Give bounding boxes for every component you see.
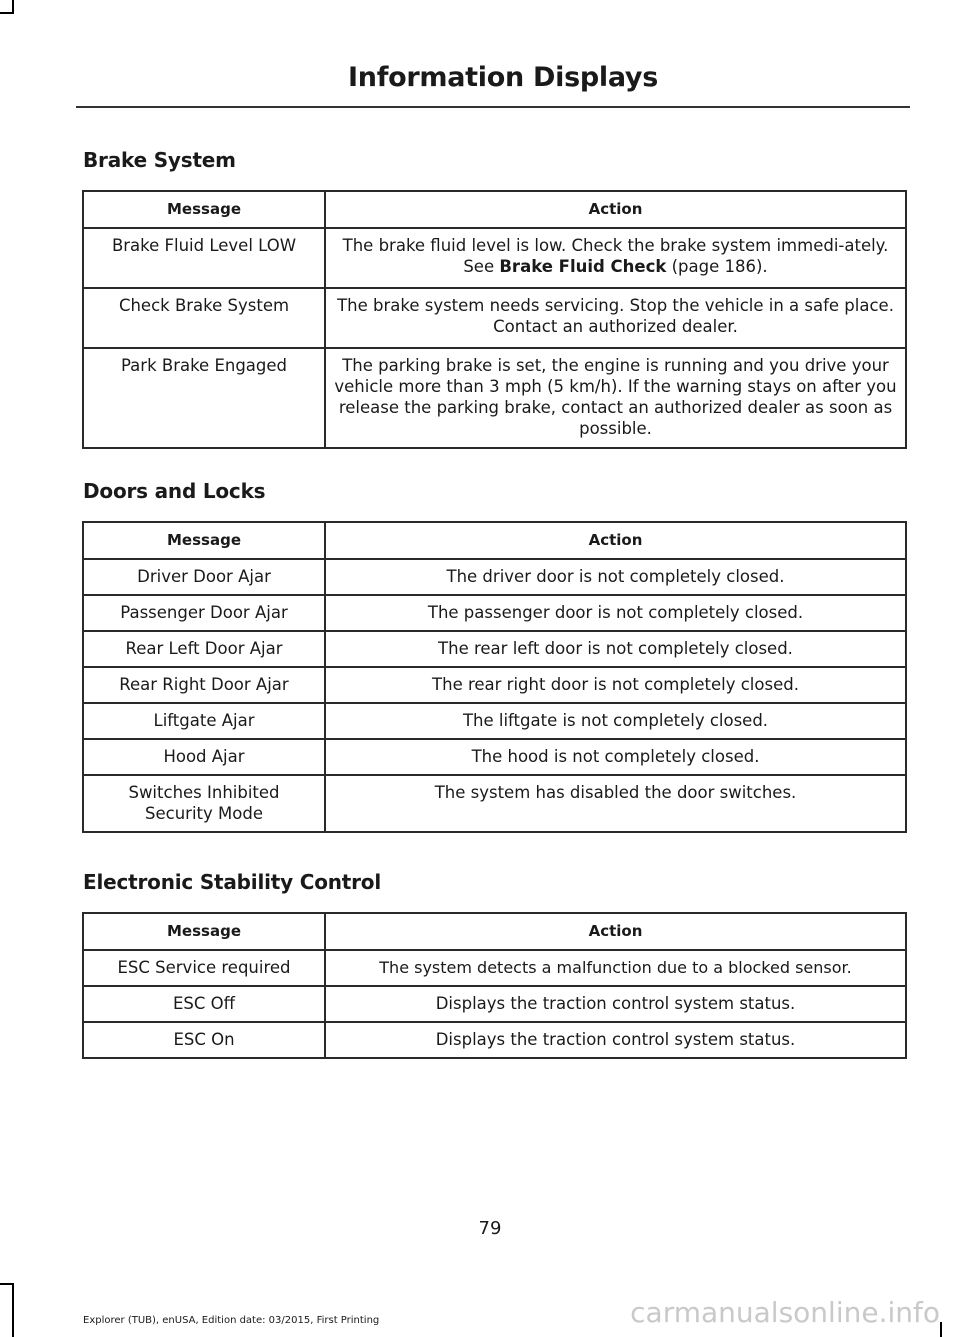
table-row xyxy=(83,348,906,448)
message-cell: Passenger Door Ajar xyxy=(83,595,325,631)
action-cell: The hood is not completely closed. xyxy=(325,739,906,775)
crop-mark-bottom-right xyxy=(940,1322,942,1337)
message-cell: Liftgate Ajar xyxy=(83,703,325,739)
message-cell: ESC Service required xyxy=(83,950,325,986)
column-header-action: Action xyxy=(325,522,906,559)
crop-mark-bottom-left-h xyxy=(0,1283,14,1285)
action-cell: The parking brake is set, the engine is running and you drive your vehicle more than 3 mph (5 km/h). If the warning stays on after you release the parking brake, contact an authorized dealer as soon as possible. xyxy=(325,348,906,448)
message-cell: Rear Right Door Ajar xyxy=(83,667,325,703)
table-row xyxy=(83,1022,906,1058)
table-row xyxy=(83,631,906,667)
column-header-message: Message xyxy=(83,522,325,559)
action-text: The brake fluid level is low. Check the brake system immedi-ately. See xyxy=(342,236,889,276)
table-header-row xyxy=(83,191,906,228)
table-row xyxy=(83,739,906,775)
action-cell: The brake system needs servicing. Stop the vehicle in a safe place. Contact an authorized dealer. xyxy=(325,288,906,348)
action-cell xyxy=(325,228,906,288)
watermark: carmanualsonline.info xyxy=(630,1296,940,1329)
action-cell: The system has disabled the door switches. xyxy=(325,775,906,832)
crop-mark-top-left-h xyxy=(0,12,14,14)
action-cell: The passenger door is not completely closed. xyxy=(325,595,906,631)
message-cell: ESC Off xyxy=(83,986,325,1022)
table-row xyxy=(83,228,906,288)
page-title: Information Displays xyxy=(348,62,658,93)
message-cell: Driver Door Ajar xyxy=(83,559,325,595)
action-cell: The rear left door is not completely closed. xyxy=(325,631,906,667)
column-header-message: Message xyxy=(83,913,325,950)
electronic-stability-control-table xyxy=(82,912,907,1059)
message-cell: Check Brake System xyxy=(83,288,325,348)
action-cell: The driver door is not completely closed. xyxy=(325,559,906,595)
page-number: 79 xyxy=(478,1218,502,1239)
action-cell: Displays the traction control system status. xyxy=(325,1022,906,1058)
footer-edition-info: Explorer (TUB), enUSA, Edition date: 03/2015, First Printing xyxy=(83,1315,380,1326)
header-divider xyxy=(76,106,910,108)
table-header-row xyxy=(83,913,906,950)
crop-mark-top-left xyxy=(12,0,14,12)
crop-mark-bottom-left xyxy=(12,1283,14,1337)
brake-system-table xyxy=(82,190,907,449)
action-cell: The liftgate is not completely closed. xyxy=(325,703,906,739)
action-cell: The system detects a malfunction due to a blocked sensor. xyxy=(325,950,906,986)
action-text-page-ref: (page 186). xyxy=(666,257,768,276)
cross-reference-link[interactable]: Brake Fluid Check xyxy=(499,257,667,276)
table-row xyxy=(83,595,906,631)
doors-and-locks-table xyxy=(82,521,907,833)
section-title-electronic-stability-control: Electronic Stability Control xyxy=(83,870,381,894)
table-row xyxy=(83,775,906,832)
section-title-doors-and-locks: Doors and Locks xyxy=(83,479,266,503)
column-header-action: Action xyxy=(325,191,906,228)
table-row xyxy=(83,950,906,986)
action-cell: Displays the traction control system status. xyxy=(325,986,906,1022)
table-row xyxy=(83,288,906,348)
table-row xyxy=(83,559,906,595)
table-row xyxy=(83,667,906,703)
message-cell: Rear Left Door Ajar xyxy=(83,631,325,667)
section-title-brake-system: Brake System xyxy=(83,148,236,172)
table-row xyxy=(83,986,906,1022)
column-header-action: Action xyxy=(325,913,906,950)
message-cell: Park Brake Engaged xyxy=(83,348,325,448)
message-cell: ESC On xyxy=(83,1022,325,1058)
message-cell: Switches Inhibited Security Mode xyxy=(83,775,325,832)
table-header-row xyxy=(83,522,906,559)
table-row xyxy=(83,703,906,739)
action-cell: The rear right door is not completely closed. xyxy=(325,667,906,703)
message-cell: Hood Ajar xyxy=(83,739,325,775)
message-cell: Brake Fluid Level LOW xyxy=(83,228,325,288)
column-header-message: Message xyxy=(83,191,325,228)
